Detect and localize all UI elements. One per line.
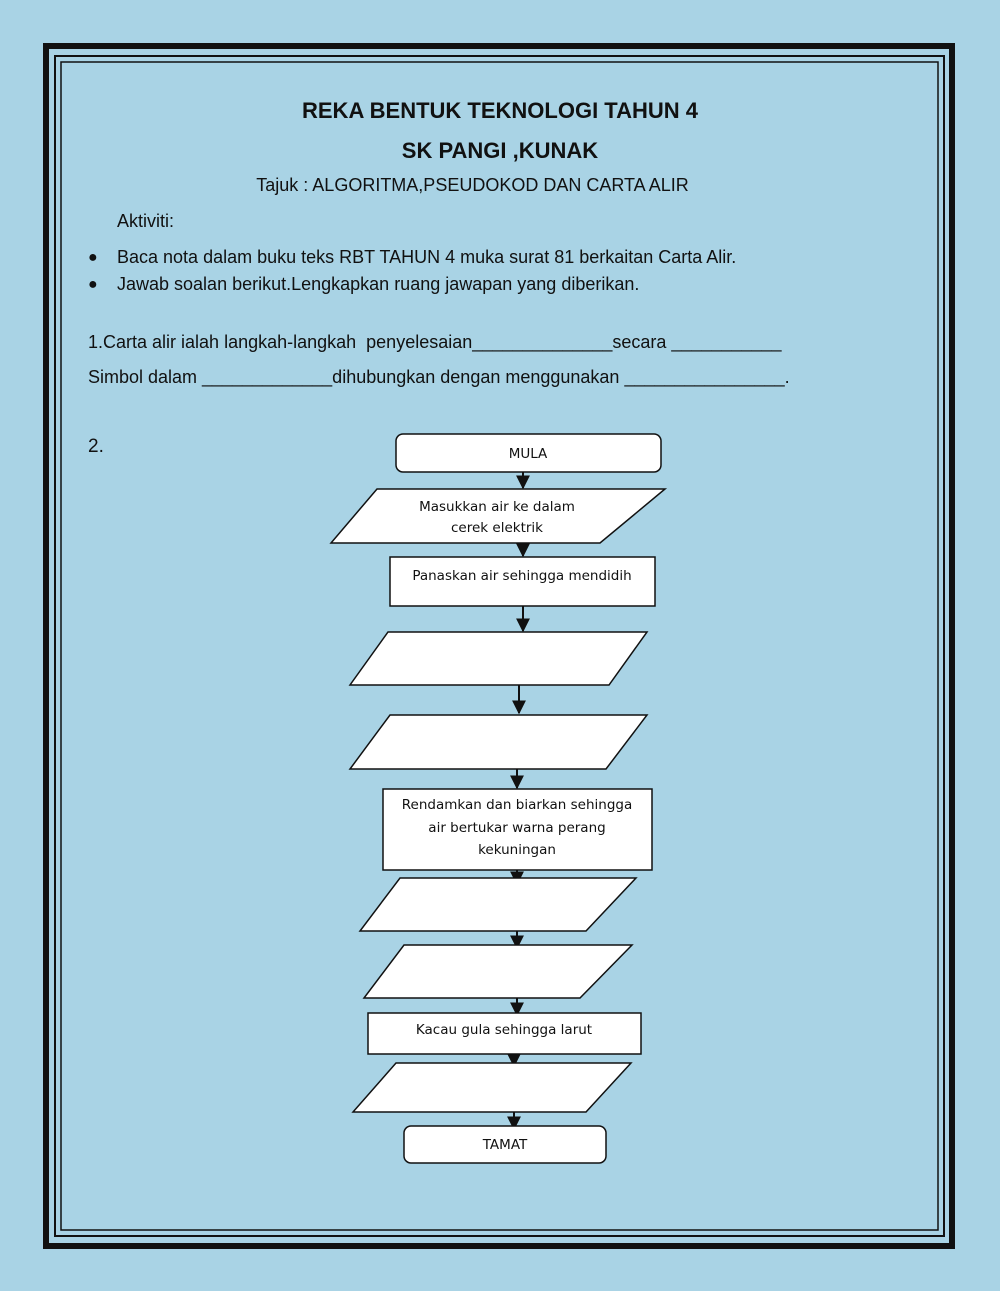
step5-label-line1: Rendamkan dan biarkan sehingga [401, 797, 633, 813]
school-name: SK PANGI ,KUNAK [401, 138, 599, 163]
end-label: TAMAT [482, 1137, 528, 1153]
question2-number: 2. [88, 436, 104, 457]
topic-line: Tajuk : ALGORITMA,PSEUDOKOD DAN CARTA ALIR [256, 175, 689, 195]
step8-label: Kacau gula sehingga larut [415, 1022, 593, 1038]
step1-label-line1: Masukkan air ke dalam [419, 499, 575, 515]
step5-label-line2: air bertukar warna perang [428, 820, 606, 836]
answer-box-7[interactable] [364, 945, 632, 998]
activity-item-1: Baca nota dalam buku teks RBT TAHUN 4 muka surat 81 berkaitan Carta Alir. [117, 247, 737, 267]
start-label: MULA [508, 446, 548, 462]
step5-label-line3: kekuningan [478, 842, 556, 858]
page-title: REKA BENTUK TEKNOLOGI TAHUN 4 [302, 98, 698, 123]
bullet-icon: ● [88, 275, 98, 293]
question1-line2: Simbol dalam _____________dihubungkan dengan menggunakan ________________. [88, 367, 790, 387]
answer-box-9[interactable] [353, 1063, 631, 1112]
question1-line1: 1.Carta alir ialah langkah-langkah penyelesaian______________secara ___________ [88, 332, 782, 352]
bullet-icon: ● [88, 248, 98, 266]
step1-label-line2: cerek elektrik [451, 520, 543, 536]
answer-box-6[interactable] [360, 878, 636, 931]
activity-item-2: Jawab soalan berikut.Lengkapkan ruang jawapan yang diberikan. [117, 274, 640, 294]
answer-box-3[interactable] [350, 632, 647, 685]
answer-box-4[interactable] [350, 715, 647, 769]
activity-label: Aktiviti: [117, 211, 175, 231]
step2-label: Panaskan air sehingga mendidih [412, 568, 632, 584]
